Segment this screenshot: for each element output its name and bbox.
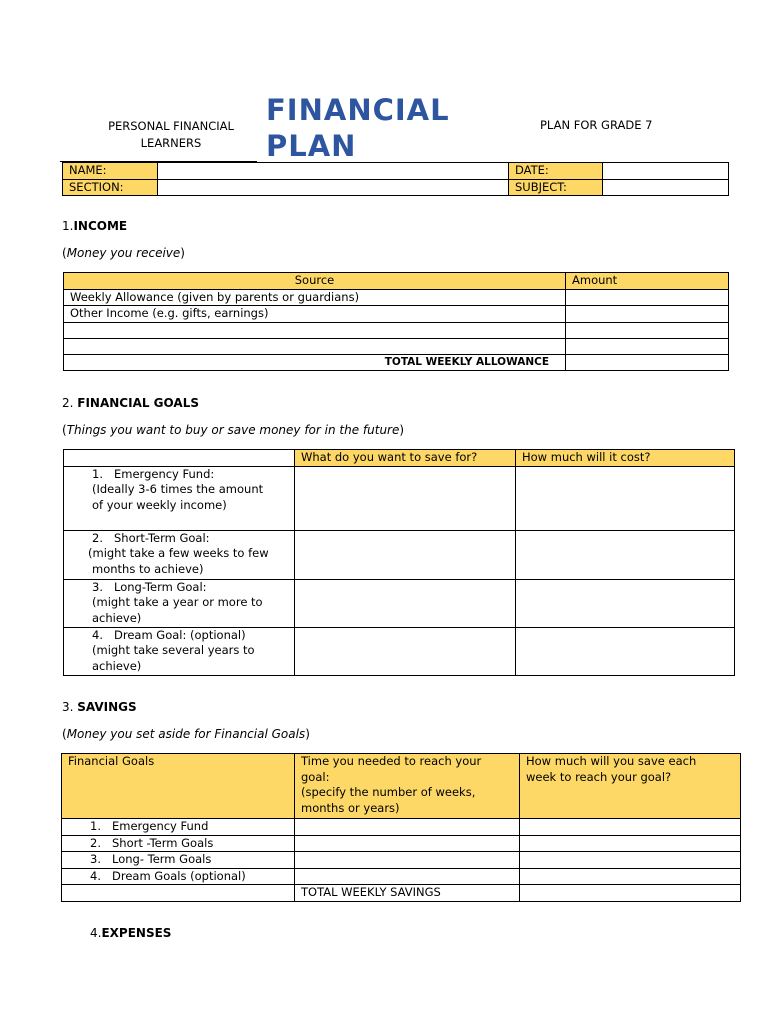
savings-label: Short -Term Goals xyxy=(112,835,214,850)
savings-total-label: TOTAL WEEKLY SAVINGS xyxy=(295,885,520,902)
expenses-heading xyxy=(90,926,171,940)
goal-row-label xyxy=(64,530,295,579)
income-heading xyxy=(62,219,127,233)
info-table xyxy=(62,162,729,196)
savings-col-time-line: goal: xyxy=(301,769,330,784)
savings-col-save-line: How much will you save each xyxy=(526,754,697,768)
section-label: SECTION: xyxy=(63,179,158,196)
income-total-label: TOTAL WEEKLY ALLOWANCE xyxy=(64,354,566,371)
savings-table xyxy=(61,753,741,902)
savings-row-label xyxy=(62,835,295,852)
savings-col-time xyxy=(295,754,520,819)
savings-col-goals: Financial Goals xyxy=(62,754,295,819)
goal-title: Dream Goal: (optional) xyxy=(114,627,246,642)
savings-amount-field[interactable] xyxy=(520,835,741,852)
income-row-amount[interactable] xyxy=(566,338,729,354)
income-col-amount: Amount xyxy=(566,273,729,290)
goals-col-blank xyxy=(64,450,295,467)
savings-row-label xyxy=(62,868,295,885)
goals-note-text: Things you want to buy or save money for in the future xyxy=(66,423,400,437)
goal-desc: (Ideally 3-6 times the amount xyxy=(92,482,264,496)
goal-title: Short-Term Goal: xyxy=(114,530,210,545)
savings-col-time-line: months or years) xyxy=(301,800,400,815)
goal-desc: of your weekly income) xyxy=(92,497,227,512)
income-row-source: Weekly Allowance (given by parents or guardians) xyxy=(64,289,566,306)
goal-num: 4. xyxy=(92,627,103,642)
savings-time-field[interactable] xyxy=(295,835,520,852)
name-label: NAME: xyxy=(63,163,158,180)
savings-label: Dream Goals (optional) xyxy=(112,868,246,883)
savings-col-save xyxy=(520,754,741,819)
goals-heading xyxy=(62,396,199,410)
goal-what-field[interactable] xyxy=(295,530,516,579)
goal-desc: months to achieve) xyxy=(92,561,204,576)
goal-cost-field[interactable] xyxy=(516,530,735,579)
goals-heading-text: FINANCIAL GOALS xyxy=(77,396,199,410)
name-field[interactable] xyxy=(158,163,509,180)
savings-note-close: ) xyxy=(305,727,310,741)
savings-note xyxy=(62,727,310,741)
income-note-close: ) xyxy=(180,246,185,260)
goal-row-label xyxy=(64,627,295,675)
expenses-num: 4. xyxy=(90,926,102,940)
section-field[interactable] xyxy=(158,179,509,196)
savings-time-field[interactable] xyxy=(295,852,520,869)
expenses-heading-text: EXPENSES xyxy=(101,926,172,940)
savings-amount-field[interactable] xyxy=(520,852,741,869)
goal-what-field[interactable] xyxy=(295,579,516,627)
header-left-line2: LEARNERS xyxy=(140,136,202,150)
subject-label: SUBJECT: xyxy=(509,179,603,196)
savings-col-time-line: Time you needed to reach your xyxy=(301,754,482,768)
savings-heading-text: SAVINGS xyxy=(77,700,137,714)
date-field[interactable] xyxy=(603,163,729,180)
goal-num: 3. xyxy=(92,579,103,594)
header-right: PLAN FOR GRADE 7 xyxy=(540,118,653,132)
income-num: 1. xyxy=(62,219,74,233)
savings-time-field[interactable] xyxy=(295,868,520,885)
income-row-source[interactable] xyxy=(64,322,566,338)
savings-label: Long- Term Goals xyxy=(112,852,212,866)
savings-col-time-line: (specify the number of weeks, xyxy=(301,785,476,799)
goal-desc: (might take several years to xyxy=(92,643,255,657)
goals-col-what: What do you want to save for? xyxy=(295,450,516,467)
income-note-open: ( xyxy=(62,246,67,260)
title-line2: PLAN xyxy=(266,129,357,163)
savings-label: Emergency Fund xyxy=(112,819,209,833)
title-line1: FINANCIAL xyxy=(266,93,450,127)
goals-note-close: ) xyxy=(399,423,405,437)
income-total-value[interactable] xyxy=(566,354,729,371)
goals-note xyxy=(62,423,404,437)
income-note-text: Money you receive xyxy=(66,246,181,260)
savings-num-item: 2. xyxy=(90,835,101,850)
goal-title: Emergency Fund: xyxy=(114,466,215,481)
goals-num: 2. xyxy=(62,396,78,410)
savings-col-save-line: week to reach your goal? xyxy=(526,769,672,784)
savings-total-blank xyxy=(62,885,295,902)
goal-desc: achieve) xyxy=(92,658,142,673)
income-row-source: Other Income (e.g. gifts, earnings) xyxy=(64,306,566,323)
goal-cost-field[interactable] xyxy=(516,466,735,530)
savings-num-item: 3. xyxy=(90,852,101,866)
goal-row-label xyxy=(64,579,295,627)
savings-num-item: 1. xyxy=(90,819,101,833)
income-row-source[interactable] xyxy=(64,338,566,354)
goals-note-open: ( xyxy=(62,423,67,437)
page-title xyxy=(266,92,450,164)
income-note xyxy=(62,246,185,260)
goal-row-label xyxy=(64,466,295,530)
savings-num: 3. xyxy=(62,700,78,714)
goal-title: Long-Term Goal: xyxy=(114,579,207,594)
savings-total-value[interactable] xyxy=(520,885,741,902)
goal-what-field[interactable] xyxy=(295,466,516,530)
date-label: DATE: xyxy=(509,163,603,180)
savings-row-label xyxy=(62,852,295,869)
income-table xyxy=(63,272,729,371)
income-col-source: Source xyxy=(64,273,566,290)
goal-cost-field[interactable] xyxy=(516,579,735,627)
savings-note-open: ( xyxy=(62,727,67,741)
savings-amount-field[interactable] xyxy=(520,819,741,836)
goal-desc: (might take a year or more to xyxy=(92,595,263,609)
goal-desc: achieve) xyxy=(92,610,142,625)
income-heading-text: INCOME xyxy=(73,219,128,233)
subject-field[interactable] xyxy=(603,179,729,196)
goal-desc: (might take a few weeks to few xyxy=(88,546,269,560)
savings-time-field[interactable] xyxy=(295,819,520,836)
header-left-line1: PERSONAL FINANCIAL xyxy=(108,119,234,133)
goal-num: 1. xyxy=(92,466,103,481)
goal-num: 2. xyxy=(92,530,103,545)
income-row-amount[interactable] xyxy=(566,322,729,338)
goals-table xyxy=(63,449,735,676)
savings-row-label xyxy=(62,819,295,836)
goal-what-field[interactable] xyxy=(295,627,516,675)
goals-col-cost: How much will it cost? xyxy=(516,450,735,467)
goal-cost-field[interactable] xyxy=(516,627,735,675)
savings-note-text: Money you set aside for Financial Goals xyxy=(66,727,306,741)
savings-num-item: 4. xyxy=(90,868,101,883)
income-row-amount[interactable] xyxy=(566,306,729,323)
savings-amount-field[interactable] xyxy=(520,868,741,885)
header-left xyxy=(96,118,246,152)
savings-heading xyxy=(62,700,137,714)
income-row-amount[interactable] xyxy=(566,289,729,306)
